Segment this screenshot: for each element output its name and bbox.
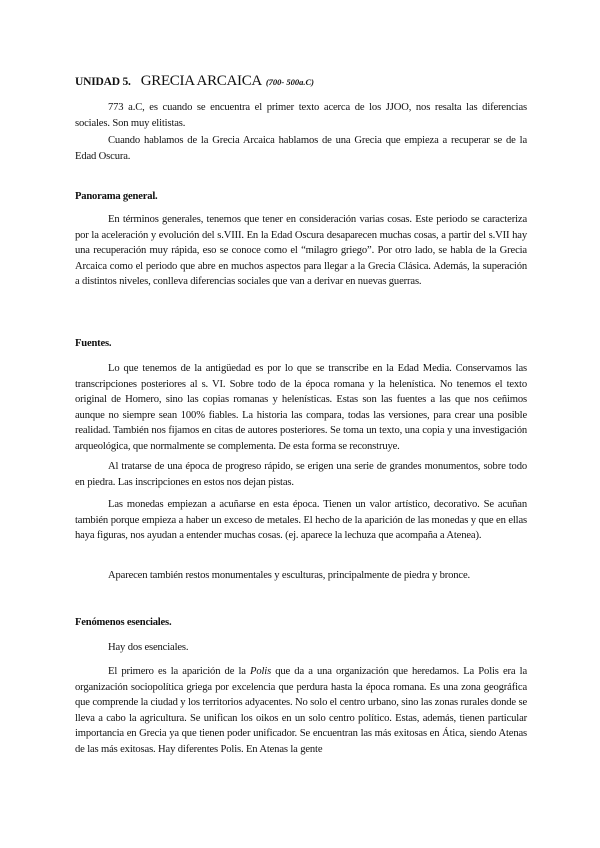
fuentes-paragraph-2: Al tratarse de una época de progreso rápido, se erigen una serie de grandes monumentos, sobre todo en piedra. Las inscripciones en estos nos dejan pistas. — [75, 461, 527, 488]
polis-term: Polis — [250, 666, 272, 677]
polis-body-text: que da a una organización que heredamos. La Polis era la organización sociopolítica griega por excelencia que perdura hasta la época romana. Es una zona geográfica que comprende la ciudad y los territorios adyacentes. No solo el centro urbano, sino las zonas rurales donde se lleva a cabo la agricultura. Se unifican los oikos en un solo centro político. Estas, además, tienen particular importancia en Grecia ya que tienen poder unificador. Se encuentran las más exitosas en Ática, siendo Atenas de las más exitosas. Hay diferentes Polis. En Atenas la gente — [75, 666, 527, 755]
intro-paragraph-1: 773 a.C, es cuando se encuentra el primer texto acerca de los JJOO, nos resalta las diferencias sociales. Son muy elitistas. — [75, 102, 527, 129]
unit-label: UNIDAD 5. — [75, 76, 131, 88]
polis-intro-text: El primero es la aparición de la — [108, 666, 251, 677]
section-heading-fenomenos: Fenómenos esenciales. — [75, 617, 172, 628]
fuentes-paragraph-1: Lo que tenemos de la antigüedad es por lo que se transcribe en la Edad Media. Conservamos las transcripciones posteriores al s. VI. Sobre todo de la época romana y la helenística. No tenemos el texto original de Homero, sino las copias romanas y helenísticas. Estas son las fuentes a las que nos ceñimos aunque no siempre sean 100% fiables. La historia las compara, todas las versiones, para crear una posible realidad. También nos fijamos en citas de autores posteriores. Se toma un texto, una copia y una investigación arqueológica, que normalmente se complementa. De esta forma se reconstruye. — [75, 363, 527, 452]
fenomenos-paragraph-2 — [75, 664, 527, 758]
page-title: GRECIA ARCAICA — [140, 73, 262, 89]
fuentes-paragraph-3: Las monedas empiezan a acuñarse en esta época. Tienen un valor artístico, decorativo. Se acuñan también porque empieza a haber un exceso de metales. El hecho de la aparición de las monedas y que en ellas haya figuras, nos ayudan a entender muchas cosas. (ej. aparece la lechuza que acompaña a Atenea). — [75, 499, 527, 542]
fenomenos-paragraph-1: Hay dos esenciales. — [108, 642, 189, 653]
section-heading-fuentes: Fuentes. — [75, 338, 112, 349]
section-heading-panorama: Panorama general. — [75, 191, 158, 202]
document-header — [75, 71, 527, 92]
panorama-paragraph-1: En términos generales, tenemos que tener en consideración varias cosas. Este periodo se caracteriza por la aceleración y evolución del s.VIII. En la Edad Oscura desaparecen muchas cosas, a partir del s.VII hay una recuperación muy rápida, eso se conoce como el “milagro griego”. Por otro lado, se habla de la Grecia Arcaica como el periodo que abre en muchos aspectos para llegar a la Grecia Clásica. Además, la superación a distintos niveles, conlleva diferencias sociales que van a derivar en nuevas guerras. — [75, 214, 527, 288]
fuentes-paragraph-4: Aparecen también restos monumentales y esculturas, principalmente de piedra y bronce. — [108, 570, 471, 581]
intro-paragraph-2: Cuando hablamos de la Grecia Arcaica hablamos de una Grecia que empieza a recuperar se de la Edad Oscura. — [75, 135, 527, 162]
date-range: (700- 500a.C) — [265, 77, 314, 87]
